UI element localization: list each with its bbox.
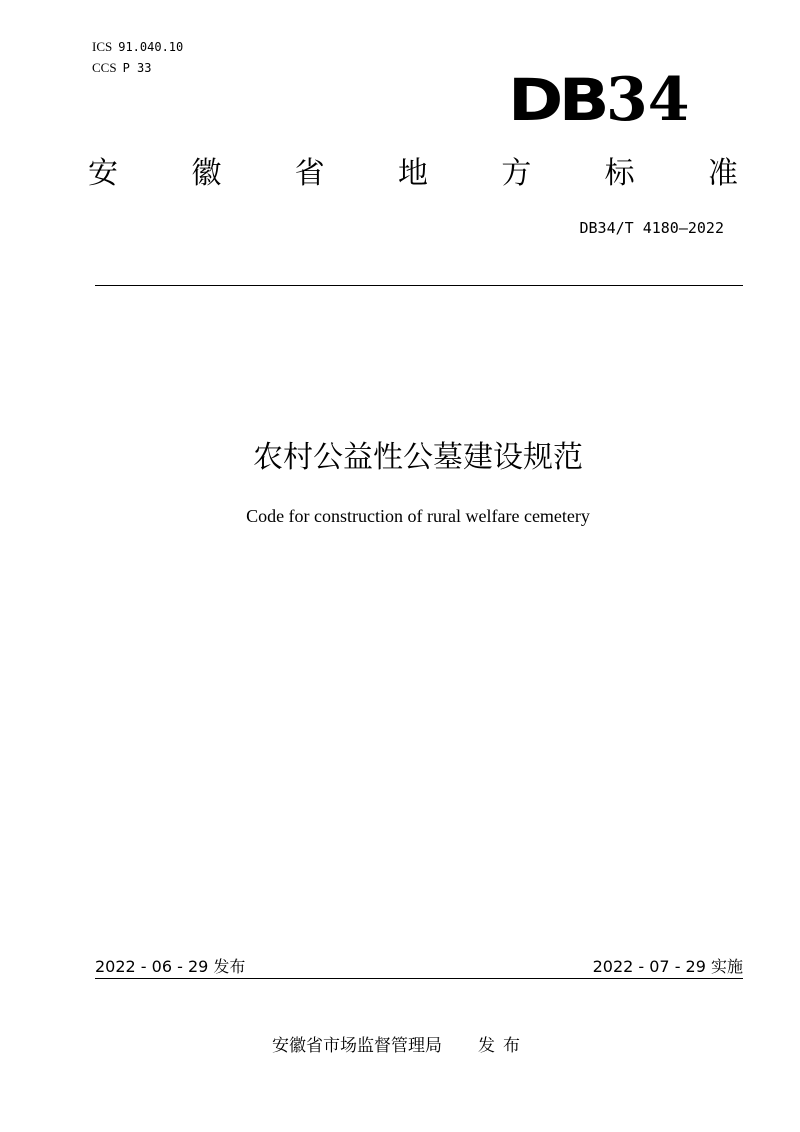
standard-type-char: 地: [397, 156, 428, 191]
standard-type-char: 徽: [191, 156, 222, 191]
document-title-cn: 农村公益性公墓建设规范: [253, 440, 583, 475]
logo-number: 34: [606, 65, 690, 135]
standard-type-char: 准: [707, 156, 738, 191]
issuer-line: [272, 1034, 528, 1058]
issuer-name: 安徽省市场监督管理局: [272, 1036, 442, 1056]
logo-prefix: DB: [508, 66, 606, 134]
footer-divider: [95, 978, 743, 979]
standard-type-char: 标: [604, 156, 635, 191]
ccs-label: CCS: [92, 60, 117, 75]
standard-type-char: 省: [294, 156, 325, 191]
implementation-date: 2022 - 07 - 29 实施: [592, 957, 743, 976]
standard-logo: [508, 65, 708, 135]
standard-type-char: 方: [501, 156, 532, 191]
issuer-action: 发布: [478, 1036, 528, 1056]
ics-label: ICS: [92, 39, 113, 54]
ics-code: 91.040.10: [118, 40, 184, 54]
ccs-code: P 33: [122, 61, 152, 75]
standard-type-char: 安: [88, 156, 118, 191]
standard-type-heading: [88, 152, 738, 196]
document-title-en: Code for construction of rural welfare cemetery: [246, 506, 590, 526]
issue-date: 2022 - 06 - 29 发布: [95, 957, 246, 976]
header-divider: [95, 285, 743, 286]
ccs-classification: [92, 60, 151, 76]
ics-classification: [92, 39, 183, 55]
standard-number: DB34/T 4180—2022: [579, 219, 724, 237]
